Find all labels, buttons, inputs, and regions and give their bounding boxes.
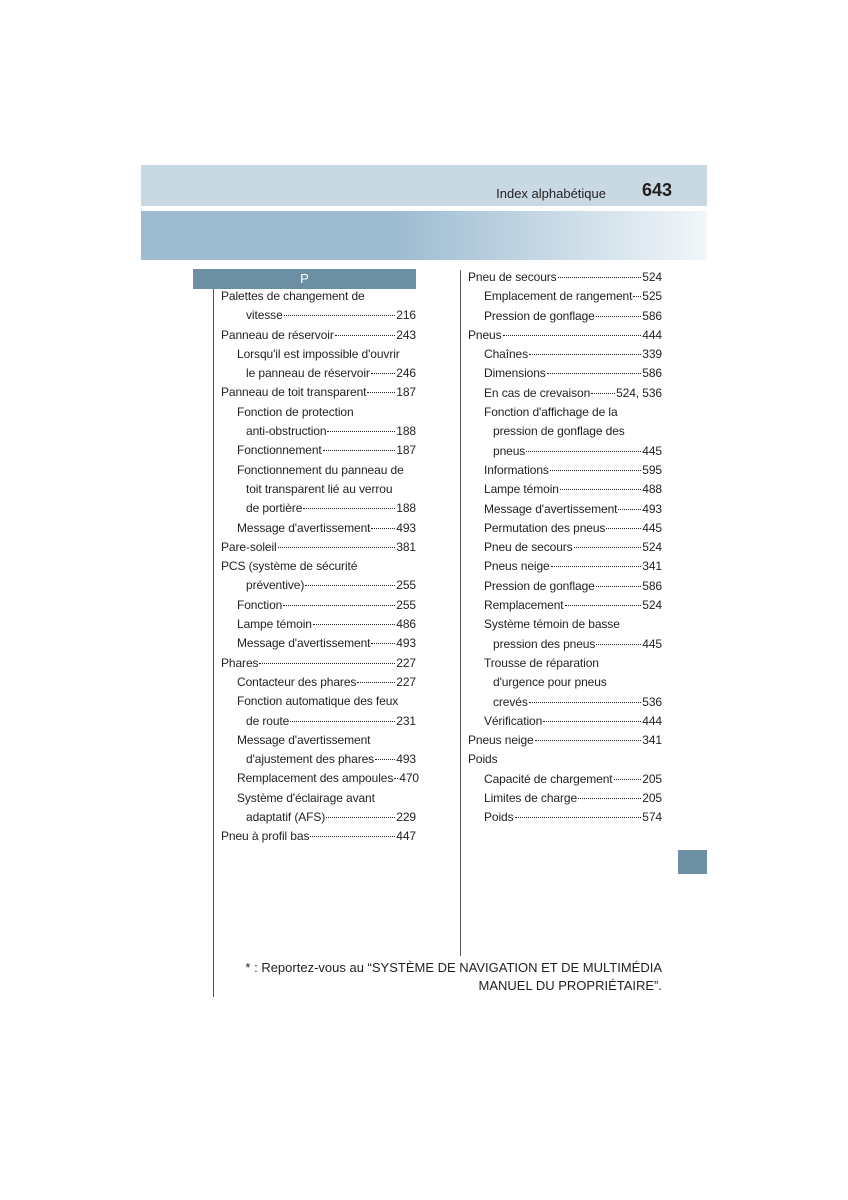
dot-leader bbox=[618, 509, 641, 510]
index-entry-text: Message d'avertissement bbox=[237, 520, 371, 535]
header-band-gradient bbox=[141, 211, 707, 260]
index-entry bbox=[221, 810, 416, 829]
index-entry-page: 341 bbox=[642, 559, 662, 574]
index-entry-page: 595 bbox=[642, 462, 662, 477]
dot-leader bbox=[551, 566, 642, 567]
dot-leader bbox=[357, 682, 395, 683]
index-entry bbox=[468, 695, 662, 714]
dot-leader bbox=[284, 315, 396, 316]
index-entry-text: pneus bbox=[493, 443, 526, 458]
index-entry bbox=[221, 694, 416, 713]
index-entry-text: Fonction automatique des feux bbox=[237, 694, 399, 709]
index-entry-text: vitesse bbox=[246, 308, 283, 323]
footnote-line-1: * : Reportez-vous au “SYSTÈME DE NAVIGATION ET DE MULTIMÉDIA bbox=[245, 960, 662, 975]
index-entry bbox=[221, 733, 416, 752]
index-entry bbox=[221, 598, 416, 617]
index-entry-page: 486 bbox=[396, 617, 416, 632]
index-entry-page: 339 bbox=[642, 347, 662, 362]
index-entry-text: PCS (système de sécurité bbox=[221, 559, 358, 574]
index-entry-page: 188 bbox=[396, 501, 416, 516]
index-entry bbox=[468, 482, 662, 501]
index-entry-text: Emplacement de rangement bbox=[484, 289, 633, 304]
index-entry bbox=[468, 405, 662, 424]
index-entry bbox=[221, 366, 416, 385]
index-entry-text: Chaînes bbox=[484, 347, 528, 362]
index-entry-text: Dimensions bbox=[484, 366, 546, 381]
index-entry bbox=[468, 772, 662, 791]
index-entry-text: toit transparent lié au verrou bbox=[246, 481, 393, 496]
index-entry-text: Message d'avertissement bbox=[237, 636, 371, 651]
index-entry-page: 205 bbox=[642, 791, 662, 806]
index-entry-text: Pare-soleil bbox=[221, 539, 277, 554]
index-entry-page: 188 bbox=[396, 424, 416, 439]
index-entry bbox=[221, 771, 419, 790]
dot-leader bbox=[305, 585, 395, 586]
index-entry-text: Capacité de chargement bbox=[484, 771, 613, 786]
index-entry-text: Lorsqu'il est impossible d'ouvrir bbox=[237, 346, 400, 361]
index-entry-page: 524, 536 bbox=[616, 385, 662, 400]
index-entry-page: 341 bbox=[642, 733, 662, 748]
index-entry-text: Système d'éclairage avant bbox=[237, 790, 375, 805]
index-entry-text: Pneu de secours bbox=[484, 540, 573, 555]
index-entry-page: 493 bbox=[396, 520, 416, 535]
index-entry-text: Système témoin de basse bbox=[484, 617, 620, 632]
dot-leader bbox=[558, 277, 642, 278]
index-entry bbox=[221, 405, 416, 424]
index-entry-text: préventive) bbox=[246, 578, 305, 593]
section-title: Index alphabétique bbox=[496, 186, 606, 201]
index-entry-page: 470 bbox=[399, 771, 419, 786]
index-entry-page: 536 bbox=[642, 694, 662, 709]
index-entry-page: 229 bbox=[396, 810, 416, 825]
dot-leader bbox=[326, 817, 395, 818]
index-entry-page: 445 bbox=[642, 520, 662, 535]
index-entry-page: 381 bbox=[396, 539, 416, 554]
index-entry bbox=[221, 501, 416, 520]
index-entry-page: 586 bbox=[642, 308, 662, 323]
index-entry bbox=[468, 424, 662, 443]
index-entry-text: pression des pneus bbox=[493, 636, 596, 651]
index-entry bbox=[468, 309, 662, 328]
index-entry-text: Palettes de changement de bbox=[221, 289, 365, 303]
index-column-2 bbox=[468, 270, 662, 830]
index-entry bbox=[221, 752, 416, 771]
index-entry-text: Informations bbox=[484, 462, 549, 477]
chapter-tab bbox=[678, 850, 707, 874]
index-entry-text: Phares bbox=[221, 655, 259, 670]
index-entry-text: Message d'avertissement bbox=[237, 732, 371, 747]
index-entry bbox=[468, 714, 662, 733]
dot-leader bbox=[550, 470, 641, 471]
index-entry-text: Fonction d'affichage de la bbox=[484, 405, 618, 420]
index-entry bbox=[468, 366, 662, 385]
index-entry-text: Trousse de réparation bbox=[484, 655, 599, 670]
index-entry bbox=[221, 443, 416, 462]
index-entry bbox=[468, 791, 662, 810]
index-entry bbox=[468, 328, 662, 347]
index-entry-text: Pneus neige bbox=[484, 559, 550, 574]
index-entry bbox=[221, 308, 416, 327]
index-entry-page: 187 bbox=[396, 443, 416, 458]
index-entry bbox=[468, 579, 662, 598]
index-entry bbox=[221, 559, 416, 578]
index-entry bbox=[468, 270, 662, 289]
index-entry bbox=[221, 521, 416, 540]
index-entry-text: crevés bbox=[493, 694, 528, 709]
dot-leader bbox=[323, 450, 396, 451]
dot-leader bbox=[278, 547, 396, 548]
dot-leader bbox=[574, 547, 642, 548]
dot-leader bbox=[614, 779, 642, 780]
dot-leader bbox=[303, 508, 395, 509]
index-entry bbox=[221, 289, 416, 308]
index-entry-page: 493 bbox=[642, 501, 662, 516]
index-entry-page: 447 bbox=[396, 829, 416, 844]
index-entry-page: 216 bbox=[396, 308, 416, 323]
index-entry-text: En cas de crevaison bbox=[484, 385, 591, 400]
dot-leader bbox=[283, 605, 395, 606]
index-entry bbox=[221, 829, 416, 848]
dot-leader bbox=[503, 335, 642, 336]
index-entry-text: pression de gonflage des bbox=[493, 424, 625, 439]
dot-leader bbox=[367, 392, 395, 393]
index-entry-text: Fonction de protection bbox=[237, 404, 354, 419]
index-entry bbox=[468, 289, 662, 308]
index-entry bbox=[468, 540, 662, 559]
index-entry-text: Remplacement bbox=[484, 598, 564, 613]
index-entry-text: Vérification bbox=[484, 713, 543, 728]
dot-leader bbox=[547, 373, 642, 374]
index-entry bbox=[468, 617, 662, 636]
dot-leader bbox=[371, 528, 395, 529]
index-entry-text: Panneau de toit transparent bbox=[221, 385, 367, 400]
index-entry bbox=[221, 424, 416, 443]
index-entry-text: Message d'avertissement bbox=[484, 501, 618, 516]
index-entry-text: Pneu de secours bbox=[468, 270, 557, 284]
index-entry-page: 524 bbox=[642, 270, 662, 284]
index-entry bbox=[221, 791, 416, 810]
index-entry-page: 255 bbox=[396, 597, 416, 612]
dot-leader bbox=[529, 702, 642, 703]
header-band-top bbox=[141, 165, 707, 206]
dot-leader bbox=[596, 316, 642, 317]
index-entry-text: de portière bbox=[246, 501, 303, 516]
index-entry bbox=[221, 540, 416, 559]
dot-leader bbox=[535, 740, 642, 741]
index-entry bbox=[468, 752, 662, 771]
dot-leader bbox=[543, 721, 641, 722]
dot-leader bbox=[596, 644, 641, 645]
index-entry-text: Pneus bbox=[468, 327, 502, 342]
index-entry-page: 524 bbox=[642, 598, 662, 613]
index-entry-page: 227 bbox=[396, 674, 416, 689]
index-entry bbox=[468, 733, 662, 752]
dot-leader bbox=[529, 354, 641, 355]
index-entry bbox=[468, 502, 662, 521]
index-entry-text: de route bbox=[246, 713, 290, 728]
dot-leader bbox=[578, 798, 641, 799]
dot-leader bbox=[371, 643, 395, 644]
index-entry-page: 227 bbox=[396, 655, 416, 670]
index-entry-text: Poids bbox=[484, 810, 514, 825]
index-entry-text: anti-obstruction bbox=[246, 424, 327, 439]
index-entry-page: 187 bbox=[396, 385, 416, 400]
index-entry bbox=[221, 714, 416, 733]
index-entry bbox=[221, 578, 416, 597]
index-entry bbox=[468, 347, 662, 366]
index-entry bbox=[468, 675, 662, 694]
dot-leader bbox=[313, 624, 395, 625]
index-entry bbox=[468, 656, 662, 675]
index-entry bbox=[468, 559, 662, 578]
dot-leader bbox=[394, 778, 398, 779]
index-entry-text: Lampe témoin bbox=[484, 482, 559, 497]
index-entry-text: Permutation des pneus bbox=[484, 520, 606, 535]
index-entry-page: 231 bbox=[396, 713, 416, 728]
index-entry-text: Pression de gonflage bbox=[484, 308, 595, 323]
index-entry-text: d'ajustement des phares bbox=[246, 752, 375, 767]
index-entry-page: 488 bbox=[642, 482, 662, 497]
index-entry-text: Pression de gonflage bbox=[484, 578, 595, 593]
index-entry-page: 246 bbox=[396, 366, 416, 381]
footnote bbox=[230, 959, 662, 995]
index-entry bbox=[468, 444, 662, 463]
column-rule-middle bbox=[460, 270, 461, 956]
index-entry-text: Fonction bbox=[237, 597, 283, 612]
dot-leader bbox=[565, 605, 642, 606]
dot-leader bbox=[290, 721, 395, 722]
index-entry-text: Poids bbox=[468, 752, 498, 767]
index-entry-text: adaptatif (AFS) bbox=[246, 810, 326, 825]
index-column-1 bbox=[221, 289, 419, 849]
dot-leader bbox=[526, 451, 641, 452]
dot-leader bbox=[560, 489, 641, 490]
index-entry-text: d'urgence pour pneus bbox=[493, 675, 607, 690]
dot-leader bbox=[375, 759, 395, 760]
index-entry bbox=[468, 386, 662, 405]
dot-leader bbox=[259, 663, 395, 664]
index-entry-text: Limites de charge bbox=[484, 791, 578, 806]
index-entry bbox=[468, 598, 662, 617]
index-entry-text: Lampe témoin bbox=[237, 617, 312, 632]
index-entry bbox=[468, 463, 662, 482]
index-entry-text: Panneau de réservoir bbox=[221, 327, 334, 342]
index-entry-page: 574 bbox=[642, 810, 662, 825]
column-rule-left bbox=[213, 289, 214, 997]
index-entry-page: 243 bbox=[396, 327, 416, 342]
index-entry-page: 444 bbox=[642, 327, 662, 342]
index-entry-page: 525 bbox=[642, 289, 662, 304]
index-entry-text: le panneau de réservoir bbox=[246, 366, 370, 381]
index-entry-text: Fonctionnement bbox=[237, 443, 322, 458]
dot-leader bbox=[633, 296, 641, 297]
index-entry bbox=[221, 617, 416, 636]
index-entry bbox=[221, 636, 416, 655]
dot-leader bbox=[310, 836, 395, 837]
index-entry-page: 493 bbox=[396, 752, 416, 767]
index-letter-heading: P bbox=[193, 269, 416, 289]
index-entry-text: Pneu à profil bas bbox=[221, 829, 310, 844]
index-entry bbox=[221, 482, 416, 501]
index-entry-page: 586 bbox=[642, 578, 662, 593]
index-entry-page: 493 bbox=[396, 636, 416, 651]
dot-leader bbox=[591, 393, 615, 394]
index-entry bbox=[221, 463, 416, 482]
dot-leader bbox=[606, 528, 641, 529]
dot-leader bbox=[335, 335, 396, 336]
index-entry bbox=[468, 637, 662, 656]
footnote-line-2: MANUEL DU PROPRIÉTAIRE”. bbox=[478, 978, 662, 993]
page-number: 643 bbox=[641, 180, 672, 200]
index-entry-page: 255 bbox=[396, 578, 416, 593]
index-entry bbox=[221, 328, 416, 347]
index-entry-page: 524 bbox=[642, 540, 662, 555]
index-entry-text: Remplacement des ampoules bbox=[237, 771, 394, 786]
index-entry-page: 445 bbox=[642, 636, 662, 651]
index-entry-page: 444 bbox=[642, 713, 662, 728]
dot-leader bbox=[515, 817, 642, 818]
index-entry-page: 445 bbox=[642, 443, 662, 458]
dot-leader bbox=[371, 373, 395, 374]
index-entry-text: Fonctionnement du panneau de bbox=[237, 462, 404, 477]
index-entry bbox=[468, 810, 662, 829]
index-entry bbox=[221, 385, 416, 404]
index-entry bbox=[468, 521, 662, 540]
index-entry bbox=[221, 656, 416, 675]
dot-leader bbox=[327, 431, 395, 432]
index-entry-text: Contacteur des phares bbox=[237, 674, 357, 689]
dot-leader bbox=[596, 586, 642, 587]
index-entry bbox=[221, 675, 416, 694]
index-entry-page: 586 bbox=[642, 366, 662, 381]
index-entry-text: Pneus neige bbox=[468, 733, 534, 748]
index-entry-page: 205 bbox=[642, 771, 662, 786]
index-entry bbox=[221, 347, 416, 366]
